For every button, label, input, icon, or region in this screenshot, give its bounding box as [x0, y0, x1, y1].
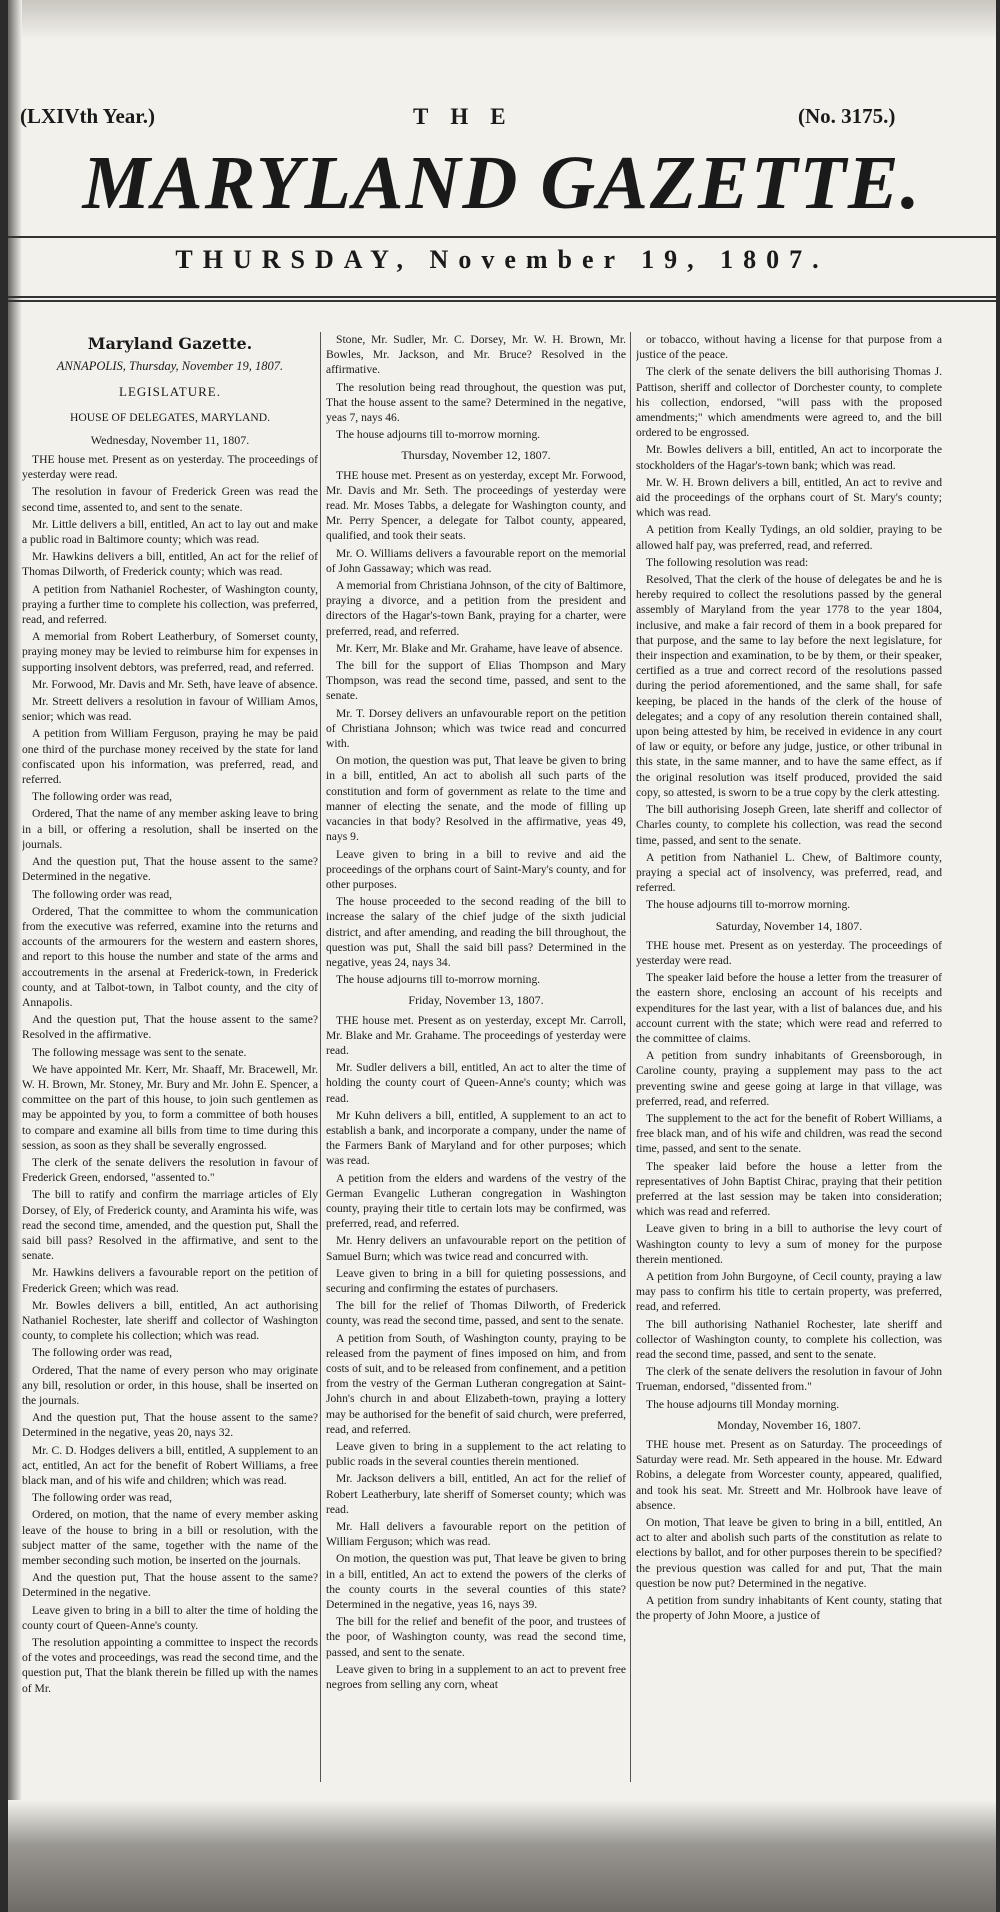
- paragraph: Mr. Hawkins delivers a favourable report on the petition of Frederick Green; which was read.: [22, 1266, 318, 1295]
- paragraph-list: [22, 452, 318, 1696]
- paragraph: Mr. C. D. Hodges delivers a bill, entitled, A supplement to an act, entitled, An act for the benefit of Robert Williams, a free black man, and of his wife and children; which was read.: [22, 1443, 318, 1488]
- paragraph: And the question put, That the house assent to the same? Resolved in the affirmative.: [22, 1013, 318, 1042]
- paragraph: Mr. Henry delivers an unfavourable report on the petition of Samuel Burn; which was twice read and concurred with.: [326, 1234, 626, 1263]
- newspaper-page: [8, 0, 996, 1912]
- paragraph-list: [326, 468, 626, 988]
- masthead-rule-bottom: [8, 296, 996, 298]
- paragraph: The supplement to the act for the benefit of Robert Williams, a free black man, and of his wife and children, was read the second time, passed, and sent to the senate.: [636, 1111, 942, 1156]
- paragraph: A petition from sundry inhabitants of Greensborough, in Caroline county, praying a supplement may pass to the act preventing swine and geese going at large in that village, was preferred, read, and referred.: [636, 1049, 942, 1108]
- paragraph: Ordered, That the name of every person who may originate any bill, resolution or order, in this house, shall be inserted on the journals.: [22, 1363, 318, 1407]
- paragraph: And the question put, That the house assent to the same? Determined in the negative, yeas 20, nays 32.: [22, 1411, 318, 1440]
- paragraph: Resolved, That the clerk of the house of delegates be and he is hereby required to collect the resolutions passed by the general assembly of Maryland from the year 1778 to the year 1804, inclusive, and make a fair record of them in a book prepared for that purpose, and the same to lay before the next legislature, for their inspection and examination, to be by them, or their speaker, certified as a true and correct record of the resolutions passed during the period aforementioned, and the same shall, for safe keeping, be placed in the hands of the clerk of the house of delegates; and a copy of any resolution therein contained shall, upon being attested by him, be received in evidence in any court of law or equity, or before any judge, justice, or other tribunal in this state, in the same manner, and to have the same effect, as if the original resolution was itself produced, provided the said copy, so attested, is sworn to be a true copy by the clerk attesting.: [636, 573, 942, 799]
- paragraph: A petition from Nathaniel Rochester, of Washington county, praying a further time to complete his collection, was preferred, read, and referred.: [22, 582, 318, 627]
- paragraph: Mr. Little delivers a bill, entitled, An act to lay out and make a public road in Baltimore county; which was read.: [22, 517, 318, 547]
- paragraph: The house adjourns till to-morrow morning.: [336, 973, 541, 987]
- paragraph: Leave given to bring in a bill to alter the time of holding the county court of Queen-Anne's county.: [22, 1603, 318, 1632]
- paragraph: Mr. Kerr, Mr. Blake and Mr. Grahame, have leave of absence.: [336, 641, 623, 655]
- paragraph: The bill to ratify and confirm the marriage articles of Ely Dorsey, of Ely, of Frederick county, and Araminta his wife, was read the second time, amended, and the question put, Shall the said bill pass? Resolved in the affirmative, and sent to the senate.: [22, 1188, 318, 1263]
- dateline: THURSDAY, November 19, 1807.: [175, 245, 829, 274]
- paragraph: The house proceeded to the second reading of the bill to increase the salary of the chief judge of the sixth judicial district, and after amending, and reading the bill throughout, the question was put, Shall the said bill pass? Determined in the negative, yeas 24, nays 34.: [326, 895, 626, 969]
- paragraph: Mr. Hall delivers a favourable report on the petition of William Ferguson; which was read.: [326, 1520, 626, 1549]
- day-heading: Friday, November 13, 1807.: [408, 993, 544, 1008]
- paragraph: The resolution being read throughout, the question was put, That the house assent to the same? Determined in the negative, yeas 7, nays 46.: [326, 380, 626, 425]
- paragraph: The house adjourns till Monday morning.: [646, 1397, 840, 1411]
- paragraph: Ordered, That the name of any member asking leave to bring in a bill, or offering a resolution, shall be inserted on the journals.: [22, 807, 318, 851]
- paragraph: The bill authorising Nathaniel Rochester, late sheriff and collector of Washington county, to complete his collection, was read the second time, passed, and sent to the senate.: [636, 1317, 942, 1361]
- paragraph: Leave given to bring in a supplement to the act relating to public roads in the several counties therein mentioned.: [326, 1440, 626, 1469]
- paragraph: The clerk of the senate delivers the resolution in favour of Frederick Green, endorsed, "assented to.": [22, 1155, 318, 1185]
- paragraph: On motion, That leave be given to bring in a bill, entitled, An act to alter and abolish such parts of the constitution as relate to elections by ballot, and for other purposes therein to be specified? the previous question was called for and put, That the main question be now put? Determined in the negative.: [636, 1516, 942, 1590]
- paragraph: The house adjourns till to-morrow morning.: [646, 898, 851, 912]
- issue-number: (No. 3175.): [798, 104, 896, 128]
- paragraph: or tobacco, without having a license for that purpose from a justice of the peace.: [636, 333, 942, 362]
- column-rule-1: [320, 332, 321, 1782]
- paragraph: THE house met. Present as on yesterday, except Mr. Carroll, Mr. Blake and Mr. Grahame. The proceedings of yesterday were read.: [326, 1013, 626, 1057]
- masthead-top: [8, 104, 996, 144]
- paragraph: The bill for the support of Elias Thompson and Mary Thompson, was read the second time, passed, and sent to the senate.: [326, 659, 626, 703]
- paragraph: Mr. Streett delivers a resolution in favour of William Amos, senior; which was read.: [22, 695, 318, 724]
- masthead-rule-bottom-2: [8, 300, 996, 302]
- paragraph-list: [636, 1437, 942, 1623]
- paragraph: THE house met. Present as on yesterday. The proceedings of yesterday were read.: [22, 453, 318, 482]
- paragraph: Ordered, That the committee to whom the communication from the executive was referred, examine into the returns and accounts of the armourers for the western and eastern shores, and report to this house the number and state of the arms and accoutrements in the arsenal at Frederick-town, in Frederick county, and at Talbot-town, in Talbot county, and the city of Annapolis.: [22, 904, 318, 1009]
- paragraph: A petition from John Burgoyne, of Cecil county, praying a law may pass to confirm his title to certain property, was preferred, read, and referred.: [636, 1269, 942, 1314]
- paragraph: A memorial from Robert Leatherbury, of Somerset county, praying money may be levied to reimburse him for expenses in supporting insolvent debtors, was preferred, read, and referred.: [22, 630, 318, 674]
- paragraph: The following order was read,: [32, 790, 173, 804]
- paragraph: THE house met. Present as on Saturday. The proceedings of Saturday were read. Mr. Seth appeared in the house. Mr. Edward Robins, a delegate from Worcester county, appeared, qualified, and took his seat. Mr. Streett and Mr. Holbrook have leave of absence.: [636, 1438, 942, 1512]
- paragraph: Mr Kuhn delivers a bill, entitled, A supplement to an act to establish a bank, and incorporate a company, under the name of the Farmers Bank of Maryland and for other purposes; which was read.: [326, 1108, 626, 1168]
- paragraph: A petition from William Ferguson, praying he may be paid one third of the purchase money received by the state for land confiscated upon his information, was preferred, read, and referred.: [22, 727, 318, 787]
- paragraph: The following order was read,: [32, 1346, 173, 1360]
- paragraph-list: [636, 332, 942, 913]
- paragraph: The speaker laid before the house a letter from the treasurer of the eastern shore, enclosing an account of his receipts and expenditures for the last year, with a list of balances due, and his account current with the state; which were read and referred to the committee of claims.: [636, 971, 942, 1045]
- legislature-heading: LEGISLATURE.: [119, 384, 221, 400]
- paragraph: The following resolution was read:: [646, 555, 809, 569]
- paragraph: Leave given to bring in a supplement to an act to prevent free negroes from selling any corn, wheat: [326, 1662, 626, 1692]
- paragraph: A petition from sundry inhabitants of Kent county, stating that the property of John Moore, a justice of: [636, 1594, 942, 1623]
- paragraph: On motion, the question was put, That leave be given to bring in a bill, entitled, An act to extend the powers of the clerks of the county courts in the several counties of this state? Determined in the negative, yeas 16, nays 39.: [326, 1552, 626, 1612]
- paper-name: Maryland Gazette.: [87, 334, 253, 353]
- paragraph-list: [636, 938, 942, 1412]
- paragraph: Mr. Jackson delivers a bill, entitled, An act for the relief of Robert Leatherbury, late sheriff of Somerset county; which was read.: [326, 1472, 626, 1516]
- paragraph: Mr. Sudler delivers a bill, entitled, An act to alter the time of holding the county court of Queen-Anne's county; which was read.: [326, 1061, 626, 1105]
- paragraph: Stone, Mr. Sudler, Mr. C. Dorsey, Mr. W. H. Brown, Mr. Bowles, Mr. Jackson, and Mr. Bruce? Resolved in the affirmative.: [326, 333, 626, 377]
- paragraph: The clerk of the senate delivers the bill authorising Thomas J. Pattison, sheriff and collector of Dorchester county, to complete his collection, endorsed, "will pass with the proposed amendments;" which amendments were agreed to, and the bill ordered to be engrossed.: [636, 365, 942, 440]
- house-heading: HOUSE OF DELEGATES, MARYLAND.: [70, 410, 270, 424]
- paragraph: Mr. Hawkins delivers a bill, entitled, An act for the relief of Thomas Dilworth, of Frederick county; which was read.: [22, 550, 318, 579]
- paragraph: The resolution appointing a committee to inspect the records of the votes and proceedings, was read the second time, and the question put, That the blank therein be filled up with the names of Mr.: [22, 1636, 318, 1695]
- paragraph: Mr. T. Dorsey delivers an unfavourable report on the petition of Christiana Johnson; which was twice read and concurred with.: [326, 706, 626, 751]
- paragraph: THE house met. Present as on yesterday. The proceedings of yesterday were read.: [636, 938, 942, 967]
- paragraph: On motion, the question was put, That leave be given to bring in a bill, entitled, An act to abolish all such parts of the constitution and form of government as relate to the time and manner of electing the senate, and the mode of filling up vacancies in that body? Resolved in the affirmative, yeas 49, nays 9.: [326, 754, 626, 844]
- paragraph: Mr. Bowles delivers a bill, entitled, An act authorising Nathaniel Rochester, late sheriff and collector of Washington county, to complete his collection; which was read.: [22, 1298, 318, 1343]
- paragraph: A petition from the elders and wardens of the vestry of the German Evangelic Lutheran congregation in Washington county, praying their title to certain lots may be confirmed, was preferred, read, and referred.: [326, 1171, 626, 1231]
- paragraph: A petition from Nathaniel L. Chew, of Baltimore county, praying a special act of insolvency, was preferred, read, and referred.: [636, 850, 942, 895]
- paragraph-list: [326, 1013, 626, 1693]
- paragraph: And the question put, That the house assent to the same? Determined in the negative.: [22, 1571, 318, 1600]
- day-heading: Saturday, November 14, 1807.: [715, 918, 863, 933]
- day-heading: Monday, November 16, 1807.: [717, 1417, 861, 1432]
- paragraph: The bill authorising Joseph Green, late sheriff and collector of Charles county, to complete his collection, was read the second time, passed, and sent to the senate.: [636, 803, 942, 847]
- paragraph: The following order was read,: [32, 887, 173, 901]
- paragraph: The bill for the relief and benefit of the poor, and trustees of the poor, of Washington county, was read the second time, passed, and sent to the senate.: [326, 1615, 626, 1659]
- paragraph: Ordered, on motion, that the name of every member asking leave of the house to bring in a bill or resolution, with the subject matter of the same, together with the name of the member seconding such motion, be inserted on the journals.: [22, 1508, 318, 1568]
- paragraph: THE house met. Present as on yesterday, except Mr. Forwood, Mr. Davis and Mr. Seth. The proceedings of yesterday were read. Mr. Moses Tabbs, a delegate for Washington county, and Mr. Perry Spencer, a delegate for Talbot county, appeared, qualified, and took their seats.: [326, 468, 626, 543]
- paragraph: Leave given to bring in a bill to revive and aid the proceedings of the orphans court of Saint-Mary's county, and for other purposes.: [326, 847, 626, 891]
- paragraph: Mr. W. H. Brown delivers a bill, entitled, An act to revive and aid the proceedings of the orphans court of St. Mary's county; which was read.: [636, 475, 942, 520]
- day-heading: Wednesday, November 11, 1807.: [90, 432, 250, 447]
- masthead-rule-top: [8, 236, 996, 238]
- column-rule-2: [630, 332, 631, 1782]
- paragraph: Leave given to bring in a bill for quieting possessions, and securing and confirming the estates of purchasers.: [326, 1266, 626, 1295]
- masthead-title: MARYLAND GAZETTE.: [82, 141, 922, 225]
- column-3: [636, 332, 942, 1792]
- paragraph-list: [326, 332, 626, 442]
- bottom-edge: [8, 1800, 996, 1912]
- column-2: [326, 332, 626, 1792]
- paragraph: The following order was read,: [32, 1491, 173, 1505]
- paragraph: The bill for the relief of Thomas Dilworth, of Frederick county, was read the second time, passed, and sent to the senate.: [326, 1299, 626, 1328]
- paragraph: A memorial from Christiana Johnson, of the city of Baltimore, praying a divorce, and a petition from the president and directors of the Hagar's-town Bank, praying for a charter, were preferred, read, and referred.: [326, 579, 626, 638]
- paragraph: Mr. Bowles delivers a bill, entitled, An act to incorporate the stockholders of the Hagar's-town bank; which was read.: [636, 443, 942, 472]
- paragraph: The speaker laid before the house a letter from the representatives of John Baptist Chirac, praying that their petition preferred at the last session may be taken into consideration; which was read and referred.: [636, 1159, 942, 1219]
- paragraph: A petition from South, of Washington county, praying to be released from the payment of fines imposed on him, and from costs of suit, and to be released from confinement, and a petition from the vestry of the German Lutheran congregation at Saint-John's church in and about Elizabeth-town, praying a lottery may be authorised for the benefit of said church, were preferred, read, and referred.: [326, 1331, 626, 1436]
- paragraph: And the question put, That the house assent to the same? Determined in the negative.: [22, 855, 318, 884]
- column-1: [22, 332, 318, 1792]
- year-label: (LXIVth Year.): [20, 104, 155, 128]
- paragraph: A petition from Keally Tydings, an old soldier, praying to be allowed half pay, was preferred, read, and referred.: [636, 523, 942, 552]
- the-label: THE: [413, 104, 528, 129]
- annapolis-dateline: ANNAPOLIS, Thursday, November 19, 1807.: [56, 359, 284, 374]
- left-edge: [8, 0, 22, 1912]
- paragraph: Mr. O. Williams delivers a favourable report on the memorial of John Gassaway; which was read.: [326, 546, 626, 575]
- top-edge: [8, 0, 996, 40]
- paragraph: The clerk of the senate delivers the resolution in favour of John Trueman, endorsed, "dissented from.": [636, 1365, 942, 1394]
- day-heading: Thursday, November 12, 1807.: [401, 448, 551, 463]
- paragraph: We have appointed Mr. Kerr, Mr. Shaaff, Mr. Bracewell, Mr. W. H. Brown, Mr. Stoney, Mr. Bury and Mr. John E. Spencer, a committee on the part of this house, to join such gentlemen as may be appointed by you, to form a committee of both houses to compare and examine all bills from time to time during this session, as soon as they shall be severally engrossed.: [22, 1062, 318, 1152]
- paragraph: The house adjourns till to-morrow morning.: [336, 428, 541, 442]
- paragraph: Mr. Forwood, Mr. Davis and Mr. Seth, have leave of absence.: [32, 677, 318, 691]
- paragraph: The resolution in favour of Frederick Green was read the second time, assented to, and sent to the senate.: [22, 485, 318, 514]
- paragraph: The following message was sent to the senate.: [32, 1045, 247, 1059]
- paragraph: Leave given to bring in a bill to authorise the levy court of Washington county to levy a sum of money for the purpose therein mentioned.: [636, 1222, 942, 1266]
